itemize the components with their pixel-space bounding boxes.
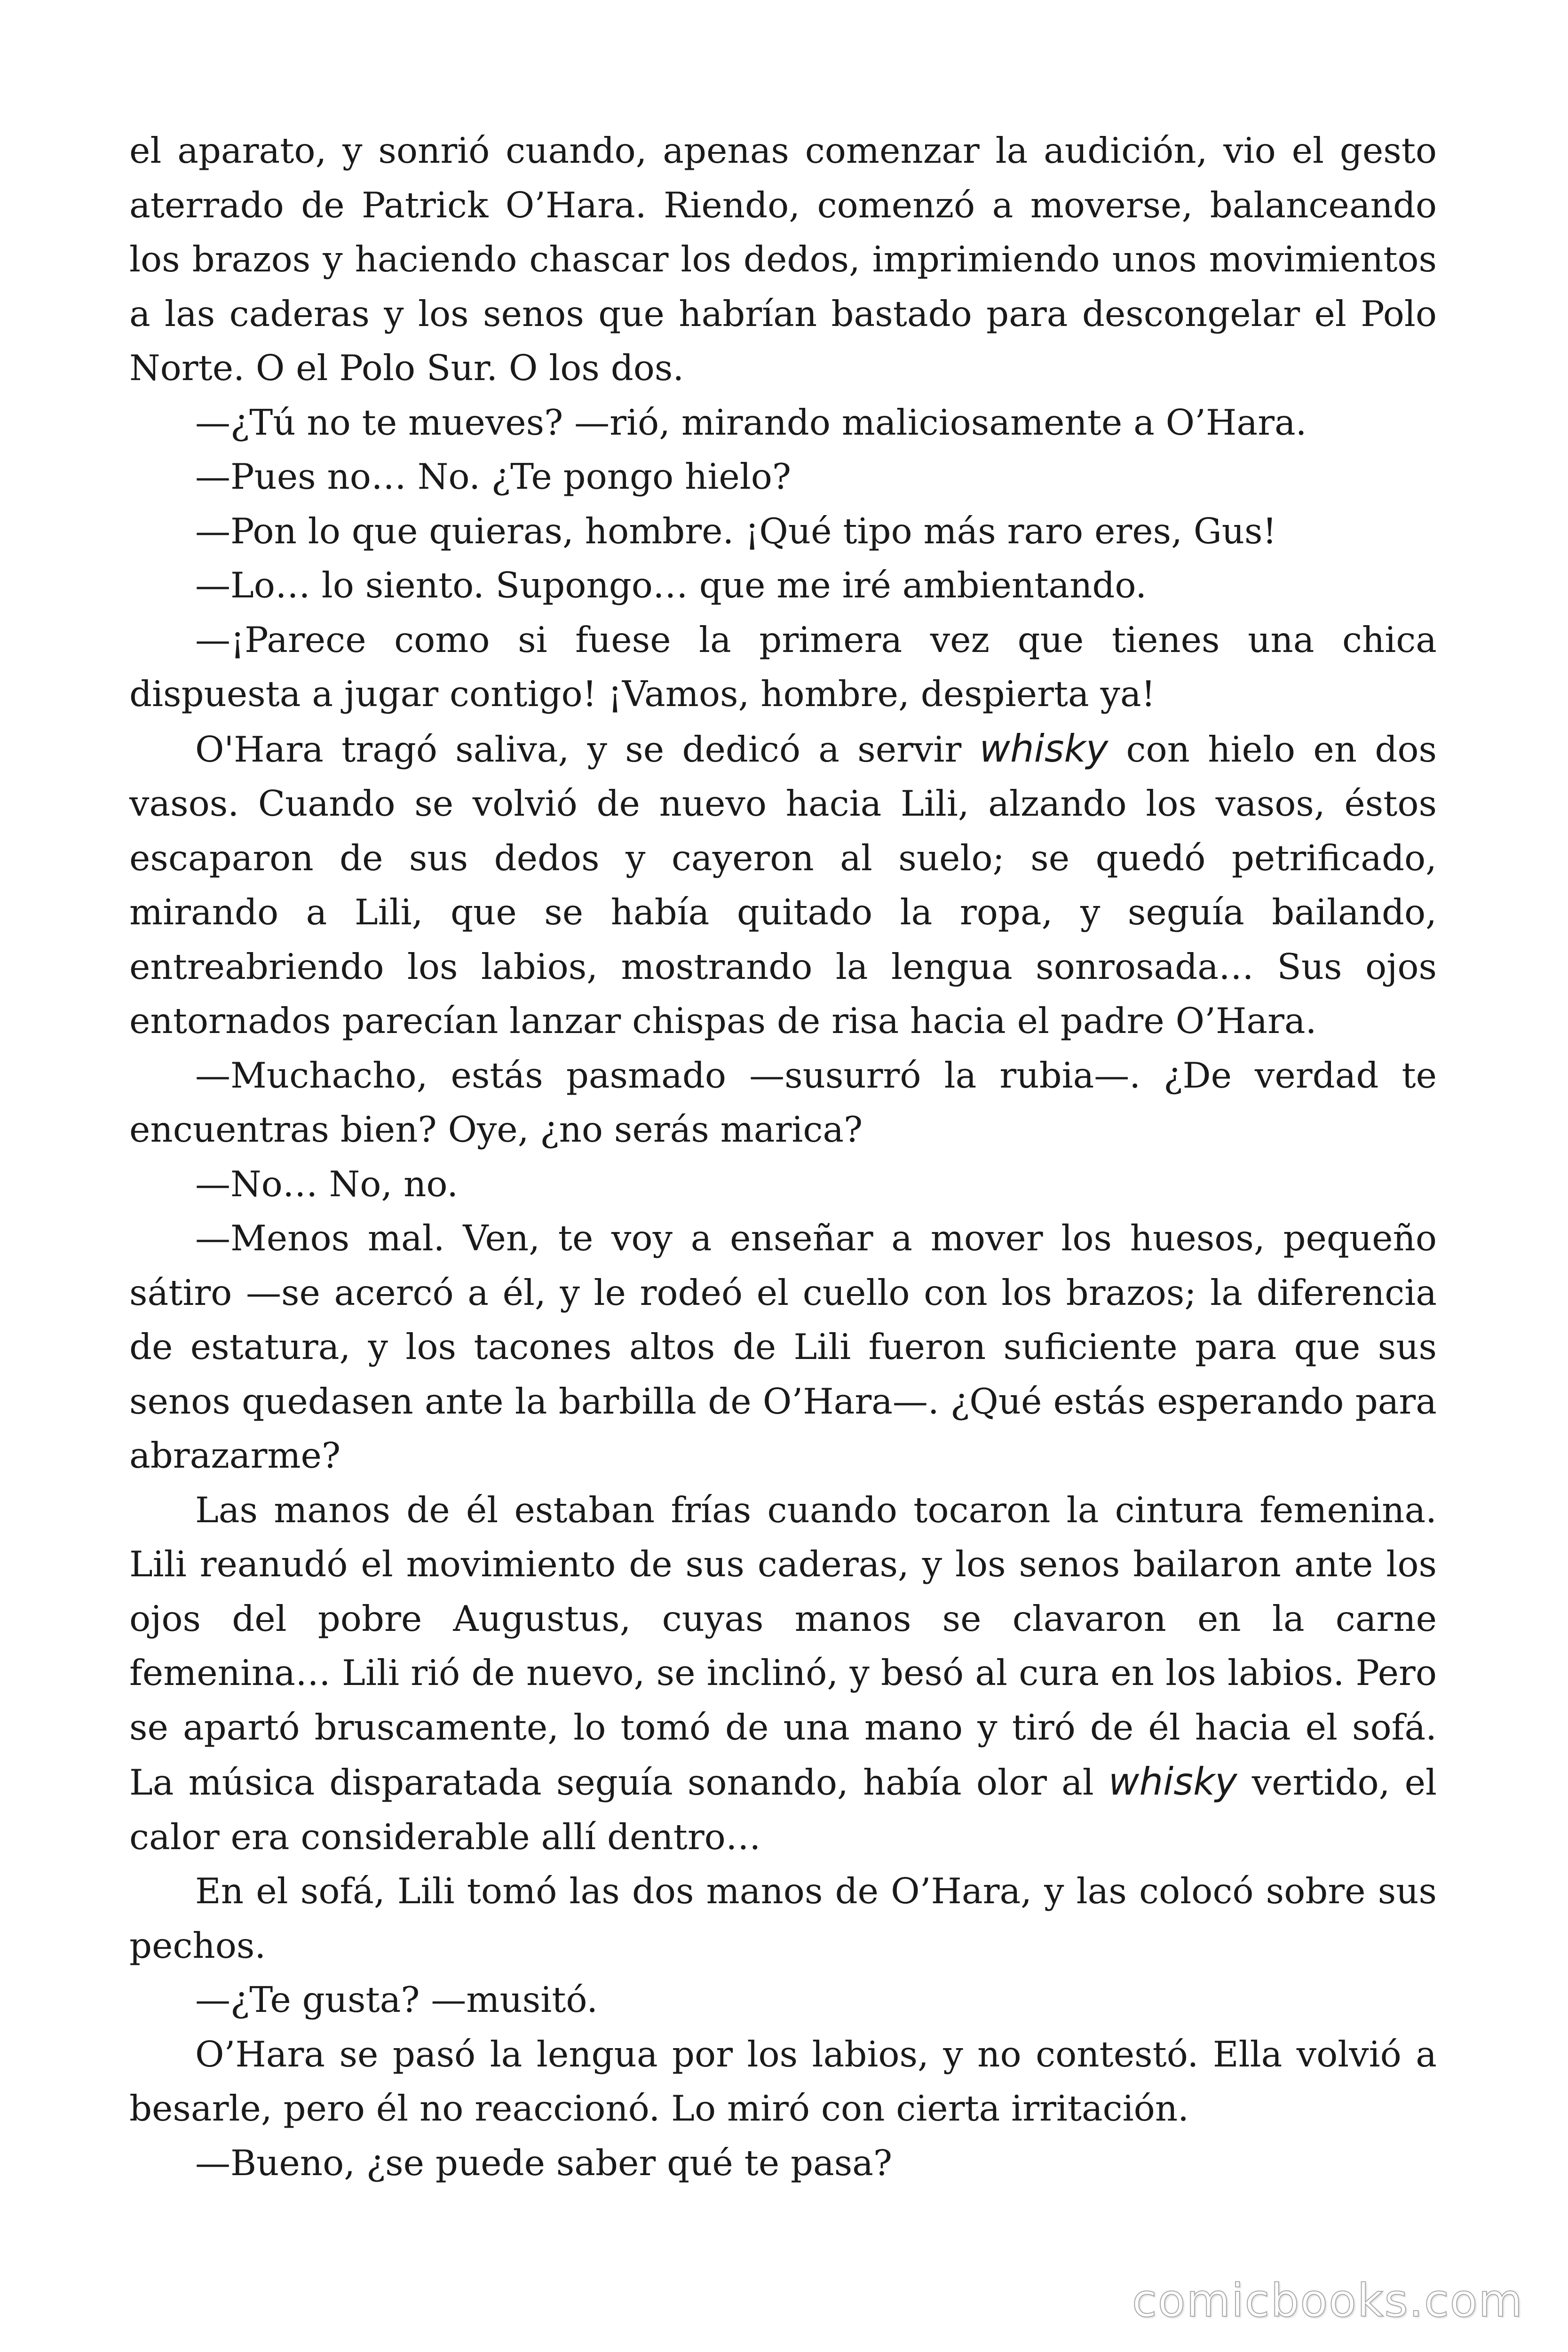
paragraph: —Bueno, ¿se puede saber qué te pasa? (195, 2142, 893, 2184)
paragraph-text: Las manos de él estaban frías cuando tocaron la cintura femenina. Lili reanudó el movimiento de sus caderas, y los senos bailaron ante los ojos del pobre Augustus, cuyas manos se clavaron en la carne femenina… Lili rió de nuevo, se inclinó, y besó al cura en los labios. Pero se apartó bruscamente, lo tomó de una mano y tiró de él hacia el sofá. La música disparatada seguía sonando, había olor al (129, 1489, 1437, 1803)
paragraph (129, 1483, 1437, 1865)
paragraph: —Menos mal. Ven, te voy a enseñar a mover los huesos, pequeño sátiro —se acercó a él, y le rodeó el cuello con los brazos; la diferencia de estatura, y los tacones altos de Lili fueron suficiente para que sus senos quedasen ante la barbilla de O’Hara—. ¿Qué estás esperando para abrazarme? (129, 1217, 1437, 1476)
paragraph: —¡Parece como si fuese la primera vez que tienes una chica dispuesta a jugar contigo! ¡Vamos, hombre, despierta ya! (129, 619, 1437, 715)
paragraph (129, 722, 1437, 1049)
paragraph: el aparato, y sonrió cuando, apenas comenzar la audición, vio el gesto aterrado de Patrick O’Hara. Riendo, comenzó a moverse, balanceando los brazos y haciendo chascar los dedos, imprimiendo unos movimientos a las caderas y los senos que habrían bastado para descongelar el Polo Norte. O el Polo Sur. O los dos. (129, 130, 1437, 389)
paragraph-text: O'Hara tragó saliva, y se dedicó a servir (195, 728, 980, 770)
paragraph-text: vertido, el calor era considerable allí dentro… (129, 1762, 1437, 1858)
paragraph: O’Hara se pasó la lengua por los labios, y no contestó. Ella volvió a besarle, pero él no reaccionó. Lo miró con cierta irritación. (129, 2033, 1437, 2129)
paragraph: —No… No, no. (195, 1163, 459, 1205)
emphasis-whisky: whisky (1108, 1760, 1237, 1804)
paragraph: —Pues no… No. ¿Te pongo hielo? (195, 456, 792, 497)
paragraph: —Muchacho, estás pasmado —susurró la rubia—. ¿De verdad te encuentras bien? Oye, ¿no serás marica? (129, 1054, 1437, 1150)
paragraph: En el sofá, Lili tomó las dos manos de O’Hara, y las colocó sobre sus pechos. (129, 1870, 1437, 1966)
paragraph: —¿Te gusta? —musitó. (195, 1979, 598, 2020)
paragraph: —Lo… lo siento. Supongo… que me iré ambientando. (195, 564, 1147, 606)
paragraph-text: con hielo en dos vasos. Cuando se volvió de nuevo hacia Lili, alzando los vasos, éstos escaparon de sus dedos y cayeron al suelo; se quedó petrificado, mirando a Lili, que se había quitado la ropa, y seguía bailando, entreabriendo los labios, mostrando la lengua sonrosada… Sus ojos entornados parecían lanzar chispas de risa hacia el padre O’Hara. (129, 728, 1437, 1041)
paragraph: —¿Tú no te mueves? —rió, mirando maliciosamente a O’Hara. (195, 401, 1307, 443)
watermark: comicbooks.com (1132, 2274, 1523, 2327)
page-body (129, 124, 1437, 2190)
paragraph: —Pon lo que quieras, hombre. ¡Qué tipo más raro eres, Gus! (195, 510, 1277, 552)
emphasis-whisky: whisky (979, 726, 1109, 771)
